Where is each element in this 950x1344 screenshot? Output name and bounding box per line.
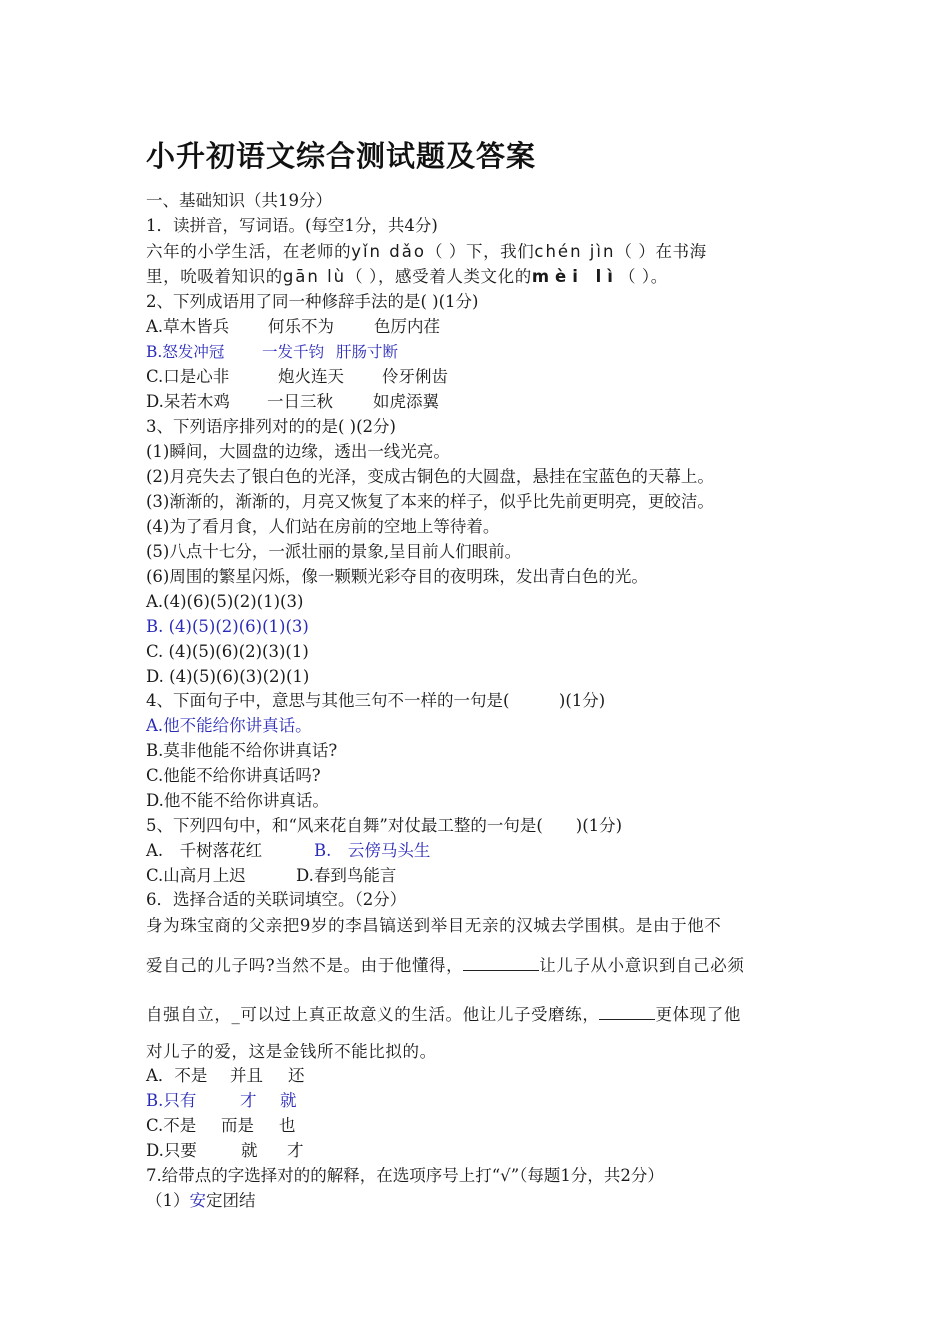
option-item: 才: [287, 1141, 304, 1160]
option-item: 才: [240, 1091, 257, 1110]
option-item: 一日三秋: [267, 392, 333, 411]
q2-option-a: [146, 316, 440, 338]
q7-item-number: （1）: [146, 1191, 190, 1210]
fill-blank[interactable]: [463, 954, 539, 971]
q3-stem: 3、下列语序排列对的的是( )(2分): [146, 417, 396, 436]
q3-option-d: D. (4)(5)(6)(3)(2)(1): [146, 667, 310, 686]
option-label: B.怒发冲冠: [146, 343, 225, 361]
q6-option-d: [146, 1140, 304, 1162]
q3-option-a: A.(4)(6)(5)(2)(1)(3): [146, 592, 304, 611]
q4-option-c: C.他能不给你讲真话吗?: [146, 766, 321, 785]
option-item: 炮火连天: [278, 367, 344, 386]
q7-item: [146, 1190, 256, 1212]
q3-sentence: (2)月亮失去了银白色的光泽，变成古铜色的大圆盘，悬挂在宝蓝色的天幕上。: [146, 467, 714, 486]
option-item: 肝肠寸断: [336, 343, 399, 361]
q5-options-ab: [146, 840, 430, 862]
option-item: 就: [241, 1141, 258, 1160]
option-label: A．不是: [146, 1066, 208, 1085]
option-item: 一发千钧: [262, 343, 325, 361]
q6-passage-line: [146, 954, 744, 977]
q1-text: 里，吮吸着知识的: [146, 267, 283, 286]
q6-passage-line: [146, 1003, 741, 1026]
option-item: 何乐不为: [268, 317, 334, 336]
option-label: C.不是: [146, 1116, 197, 1135]
q5-option-c: C.山高月上迟: [146, 866, 246, 885]
passage-text: 更体现了他: [655, 1005, 741, 1024]
q6-passage-line: 身为珠宝商的父亲把9岁的李昌镐送到举目无亲的汉城去学围棋。是由于他不: [146, 916, 722, 935]
q3-sentence: (3)渐渐的，渐渐的，月亮又恢复了本来的样子，似乎比先前更明亮，更皎洁。: [146, 492, 714, 511]
option-item: 伶牙俐齿: [382, 367, 448, 386]
q5-option-b: B. 云傍马头生: [314, 841, 431, 860]
q1-line1: [146, 241, 707, 263]
q2-option-b: [146, 341, 398, 363]
option-label: B.只有: [146, 1091, 197, 1110]
q2-stem: 2、下列成语用了同一种修辞手法的是( )(1分): [146, 292, 479, 311]
q1-pinyin: mèi lì: [531, 267, 619, 286]
option-label: A.草木皆兵: [146, 317, 230, 336]
q1-text: （ ），感受着人类文化的: [346, 267, 532, 286]
q6-stem: 6．选择合适的关联词填空。（2分）: [146, 890, 407, 909]
q3-sentence: (5)八点十七分，一派壮丽的景象,呈目前人们眼前。: [146, 542, 522, 561]
q1-pinyin: gān lù: [282, 267, 347, 286]
q7-stem: 7.给带点的字选择对的的解释，在选项序号上打“√”（每题1分，共2分）: [146, 1166, 664, 1185]
option-item: 色厉内荏: [374, 317, 440, 336]
section-heading: 一、基础知识（共19分）: [146, 191, 332, 210]
option-label: C.口是心非: [146, 367, 230, 386]
q4-option-d: D.他不能不给你讲真话。: [146, 791, 329, 810]
option-item: 还: [288, 1066, 305, 1085]
q6-option-c: [146, 1115, 296, 1137]
q1-stem: 1．读拼音，写词语。(每空1分，共4分): [146, 216, 438, 235]
option-item: 就: [280, 1091, 297, 1110]
option-item: 如虎添翼: [373, 392, 439, 411]
page-title: 小升初语文综合测试题及答案: [146, 139, 537, 173]
q1-pinyin: chén jìn: [534, 242, 616, 261]
q1-text: （ ）下，我们: [425, 242, 535, 261]
q1-pinyin: yǐn dǎo: [351, 242, 426, 261]
q3-sentence: (1)瞬间，大圆盘的边缘，透出一线光亮。: [146, 442, 450, 461]
q6-option-b: [146, 1090, 297, 1112]
q5-option-a: A. 千树落花红: [146, 841, 263, 860]
q7-item-text: 定团结: [206, 1191, 256, 1210]
q6-passage-line: 对儿子的爱，这是金钱所不能比拟的。: [146, 1042, 437, 1061]
q5-option-d: D.春到鸟能言: [296, 866, 397, 885]
fill-blank[interactable]: [599, 1003, 655, 1020]
q1-text: （ ）。: [618, 267, 668, 286]
q3-sentence: (6)周围的繁星闪烁，像一颗颗光彩夺目的夜明珠，发出青白色的光。: [146, 567, 648, 586]
q2-option-c: [146, 366, 448, 388]
q5-options-cd: [146, 865, 396, 887]
q1-text: 六年的小学生活，在老师的: [146, 242, 352, 261]
option-label: D.只要: [146, 1141, 197, 1160]
passage-text: 自强自立，_可以过上真正故意义的生活。他让儿子受磨练，: [146, 1005, 600, 1024]
option-item: 并且: [230, 1066, 263, 1085]
passage-text: 爱自己的儿子吗?当然不是。由于他懂得，: [146, 956, 464, 975]
q3-sentence: (4)为了看月食，人们站在房前的空地上等待着。: [146, 517, 500, 536]
option-item: 也: [279, 1116, 296, 1135]
q3-option-b: B. (4)(5)(2)(6)(1)(3): [146, 617, 309, 636]
q3-option-c: C. (4)(5)(6)(2)(3)(1): [146, 642, 309, 661]
q1-text: （ ）在书海: [615, 242, 707, 261]
dotted-character: 安: [189, 1191, 206, 1210]
q2-option-d: [146, 391, 439, 413]
q1-line2: [146, 266, 668, 288]
passage-text: 让儿子从小意识到自己必须: [539, 956, 745, 975]
q6-option-a: [146, 1065, 305, 1087]
option-item: 而是: [221, 1116, 254, 1135]
q4-stem: 4、下面句子中，意思与其他三句不一样的一句是( )(1分): [146, 691, 606, 710]
q4-option-b: B.莫非他能不给你讲真话?: [146, 741, 338, 760]
option-label: D.呆若木鸡: [146, 392, 230, 411]
q4-option-a: A.他不能给你讲真话。: [146, 716, 312, 735]
q5-stem: 5、下列四句中，和“风来花自舞”对仗最工整的一句是( )(1分): [146, 816, 623, 835]
